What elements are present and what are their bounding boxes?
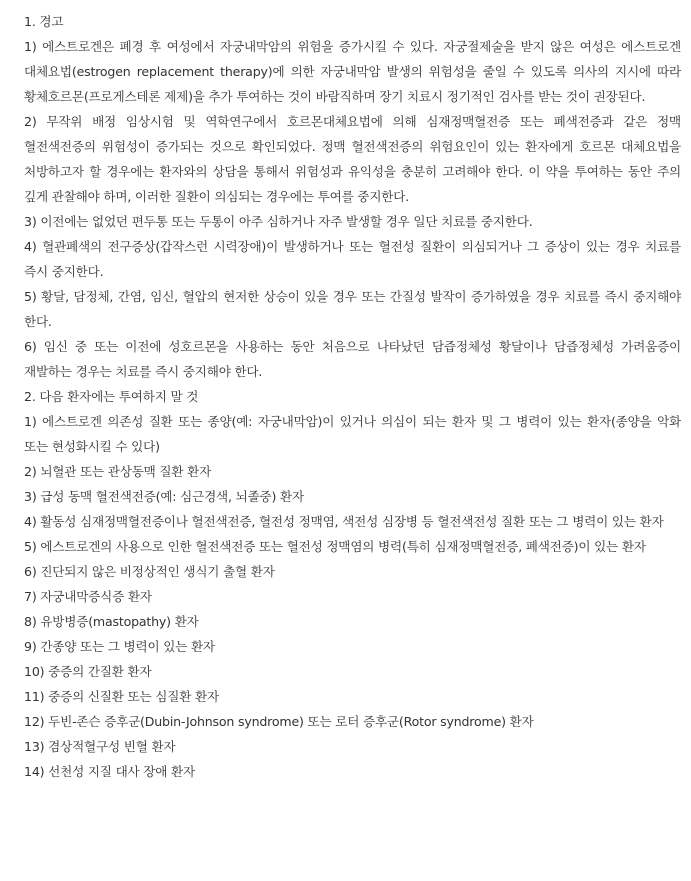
warning-item-3: 3) 이전에는 없었던 편두통 또는 두통이 아주 심하거나 자주 발생할 경우 일단 치료를 중지한다. [24, 214, 533, 229]
contraindication-item-3: 3) 급성 동맥 혈전색전증(예: 심근경색, 뇌졸중) 환자 [24, 489, 304, 504]
contraindication-item-6: 6) 진단되지 않은 비정상적인 생식기 출혈 환자 [24, 564, 275, 579]
warning-item-2: 2) 무작위 배정 임상시험 및 역학연구에서 호르몬대체요법에 의해 심재정맥혈전증 또는 폐색전증과 같은 정맥 혈전색전증의 위험성이 증가되는 것으로 확인되었다. 정맥 혈전색전증의 위험요인이 있는 환자에게 호르몬 대체요법을 처방하고자 할 경우에는 환자와의 상담을 통해서 위험성과 유익성을 충분히 고려해야 한다. 이 약을 투여하는 동안 주의 깊게 관찰해야 하며, 이러한 질환이 의심되는 경우에는 투여를 중지한다. [24, 114, 681, 204]
warning-item-4: 4) 혈관폐색의 전구증상(갑작스런 시력장애)이 발생하거나 또는 혈전성 질환이 의심되거나 그 증상이 있는 경우 치료를 즉시 중지한다. [24, 239, 681, 279]
section-heading-contraindications: 2. 다음 환자에는 투여하지 말 것 [24, 389, 199, 404]
contraindication-item-13: 13) 겸상적혈구성 빈혈 환자 [24, 739, 176, 754]
contraindication-item-2: 2) 뇌혈관 또는 관상동맥 질환 환자 [24, 464, 212, 479]
contraindication-item-1: 1) 에스트로겐 의존성 질환 또는 종양(예: 자궁내막암)이 있거나 의심이 되는 환자 및 그 병력이 있는 환자(종양을 악화 또는 현성화시킬 수 있다) [24, 414, 681, 454]
contraindication-item-8: 8) 유방병증(mastopathy) 환자 [24, 614, 199, 629]
contraindication-item-11: 11) 중증의 신질환 또는 심질환 환자 [24, 689, 219, 704]
warning-item-1: 1) 에스트로겐은 폐경 후 여성에서 자궁내막암의 위험을 증가시킬 수 있다. 자궁절제술을 받지 않은 여성은 에스트로겐 대체요법(estrogen replacement therapy)에 의한 자궁내막암 발생의 위험성을 줄일 수 있도록 의사의 지시에 따라 황체호르몬(프로게스테론 제제)을 추가 투여하는 것이 바람직하며 장기 치료시 정기적인 검사를 받는 것이 권장된다. [24, 39, 681, 104]
contraindication-item-10: 10) 중증의 간질환 환자 [24, 664, 152, 679]
contraindication-item-14: 14) 선천성 지질 대사 장애 환자 [24, 764, 195, 779]
warning-item-5: 5) 황달, 담정체, 간염, 임신, 혈압의 현저한 상승이 있을 경우 또는 간질성 발작이 증가하였을 경우 치료를 즉시 중지해야 한다. [24, 289, 681, 329]
section-heading-warnings: 1. 경고 [24, 14, 64, 29]
contraindication-item-7: 7) 자궁내막증식증 환자 [24, 589, 152, 604]
warning-item-6: 6) 임신 중 또는 이전에 성호르몬을 사용하는 동안 처음으로 나타났던 담즙정체성 황달이나 담즙정체성 가려움증이 재발하는 경우는 치료를 즉시 중지해야 한다. [24, 339, 681, 379]
contraindication-item-5: 5) 에스트로겐의 사용으로 인한 혈전색전증 또는 혈전성 정맥염의 병력(특히 심재정맥혈전증, 폐색전증)이 있는 환자 [24, 539, 646, 554]
contraindication-item-9: 9) 간종양 또는 그 병력이 있는 환자 [24, 639, 215, 654]
contraindication-item-4: 4) 활동성 심재정맥혈전증이나 혈전색전증, 혈전성 정맥염, 색전성 심장병 등 혈전색전성 질환 또는 그 병력이 있는 환자 [24, 514, 664, 529]
contraindication-item-12: 12) 두빈-존슨 증후군(Dubin-Johnson syndrome) 또는 로터 증후군(Rotor syndrome) 환자 [24, 714, 534, 729]
